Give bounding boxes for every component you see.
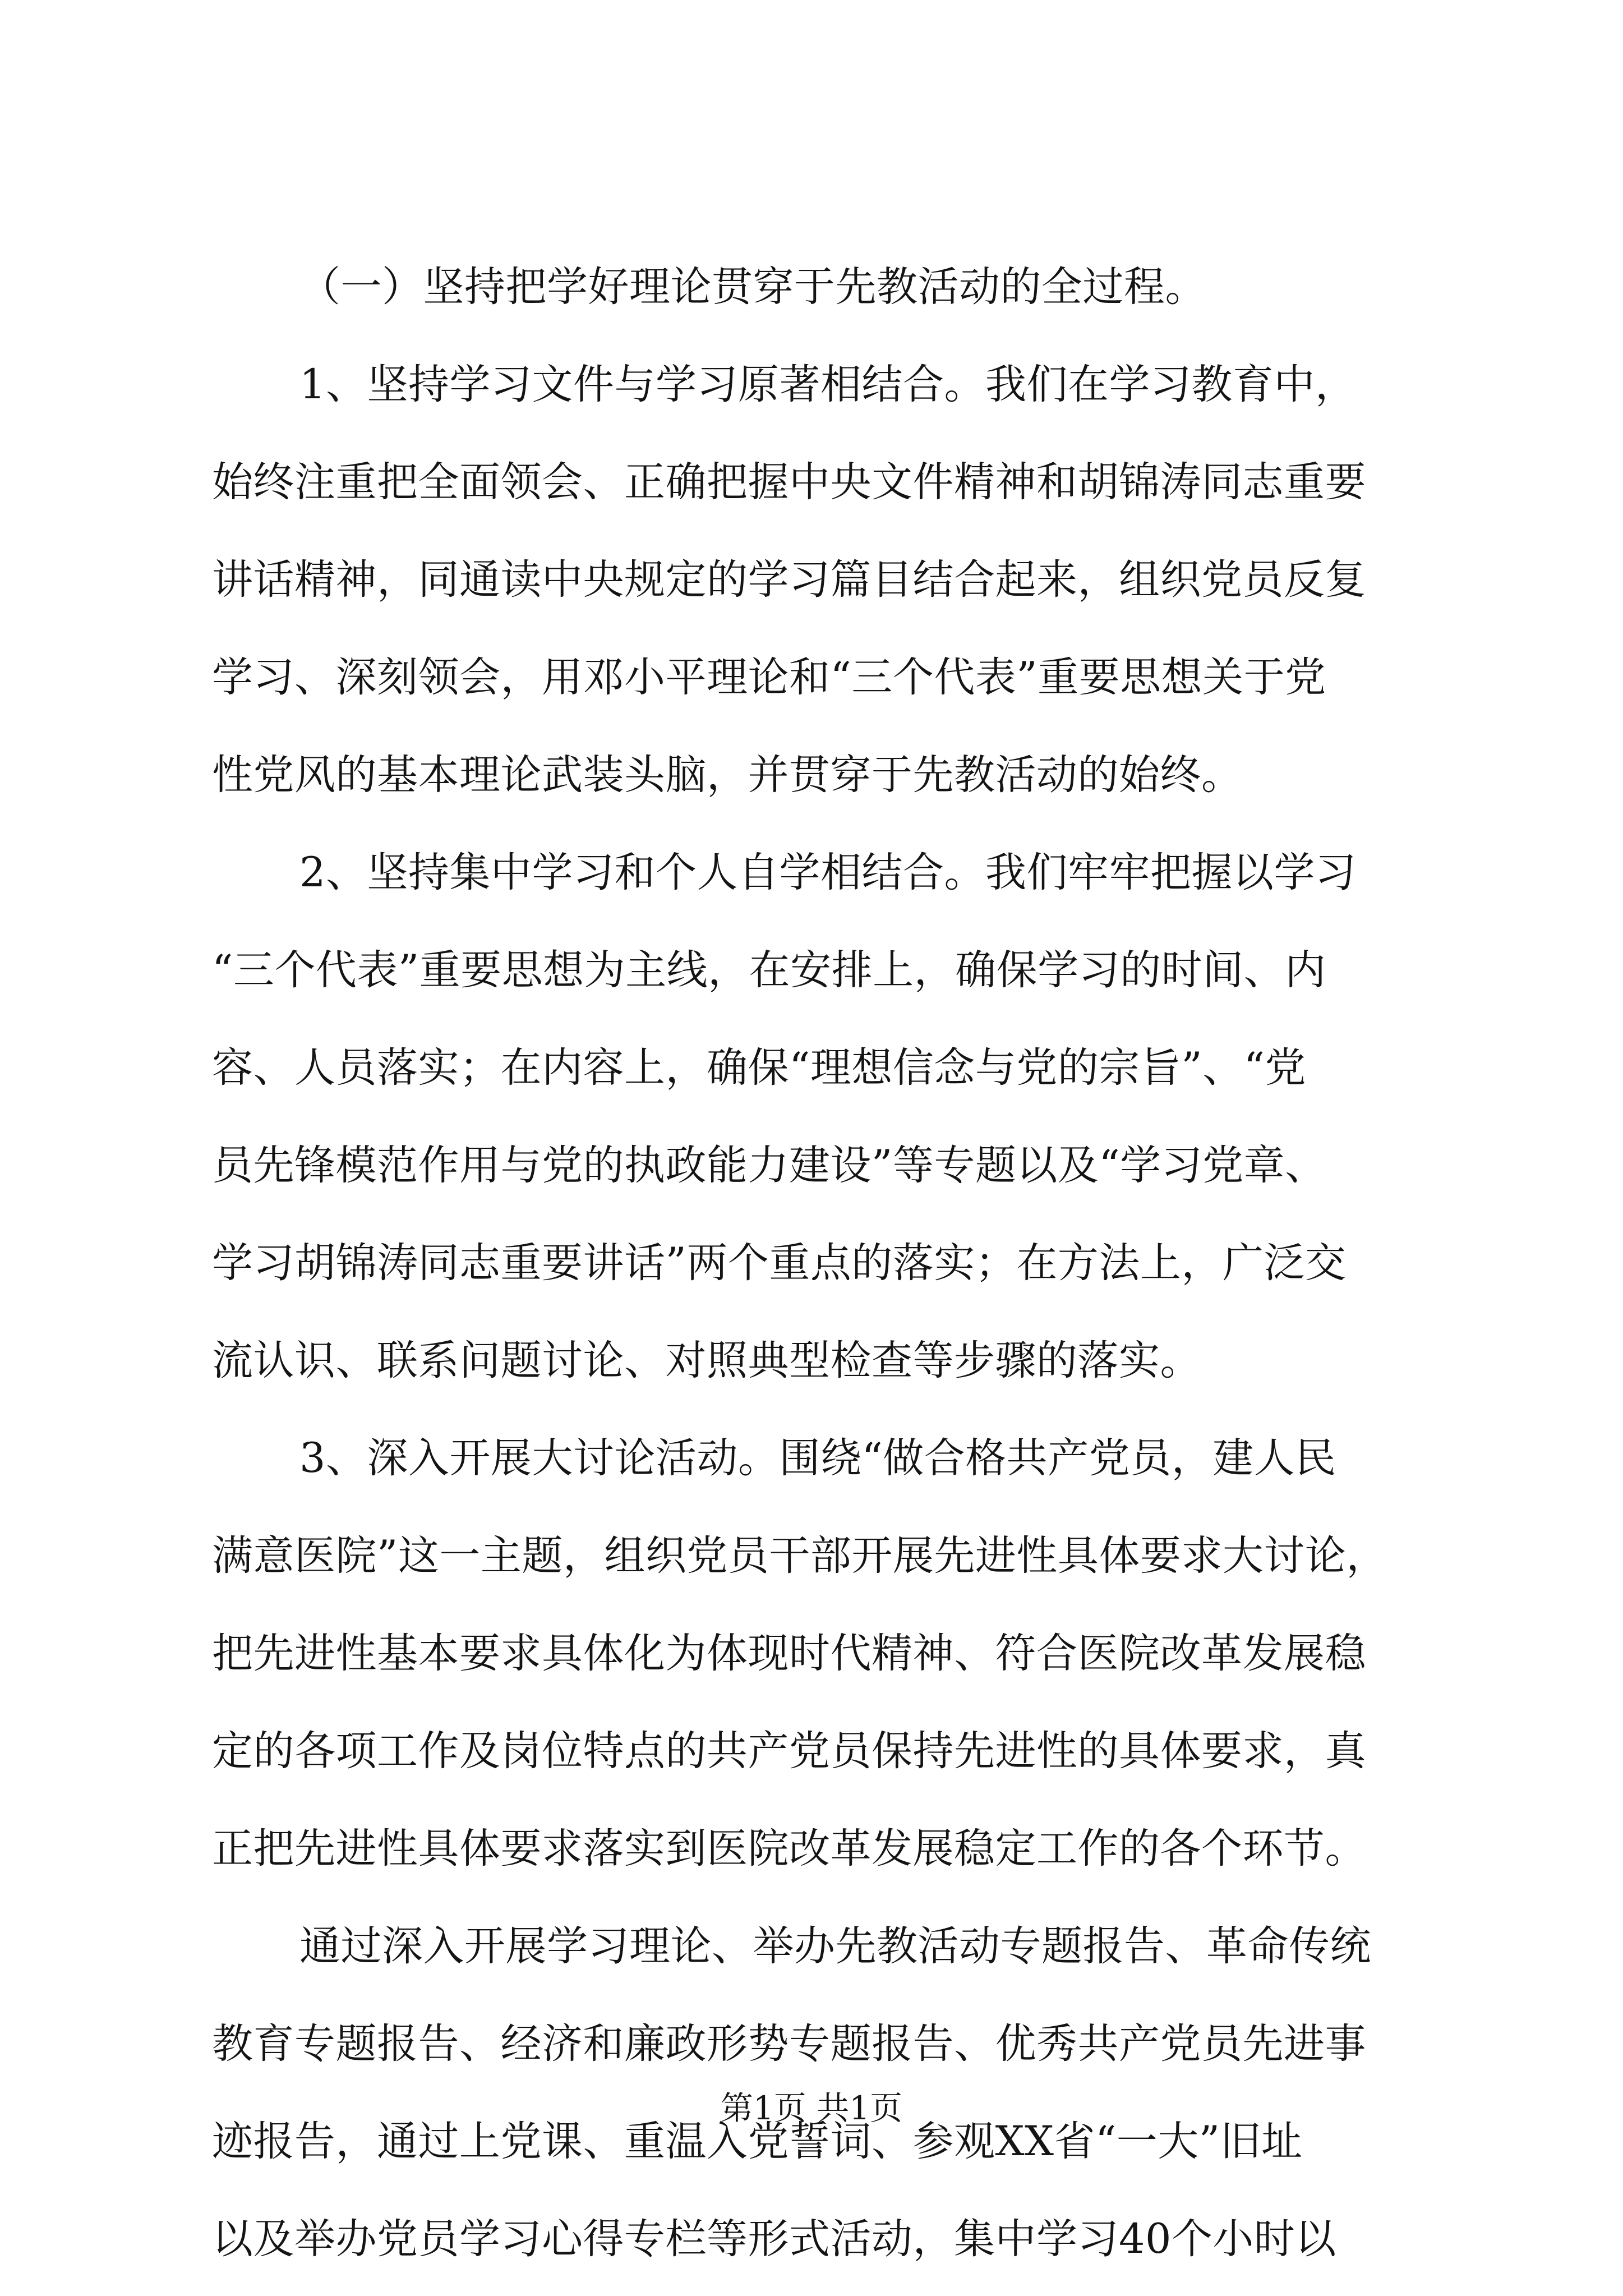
paragraph-line: “三个代表”重要思想为主线，在安排上，确保学习的时间、内: [212, 946, 1326, 994]
paragraph-line: 员先锋模范作用与党的执政能力建设”等专题以及“学习党章、: [212, 1142, 1326, 1189]
paragraph-line: 定的各项工作及岗位特点的共产党员保持先进性的具体要求，真: [212, 1727, 1366, 1775]
paragraph-line: 性党风的基本理论武装头脑，并贯穿于先教活动的始终。: [212, 751, 1243, 799]
paragraph-line: 以及举办党员学习心得专栏等形式活动，集中学习40个小时以: [212, 2215, 1336, 2263]
paragraph-line: 满意医院”这一主题，组织党员干部开展先进性具体要求大讨论，: [212, 1532, 1387, 1580]
section-heading: （一）坚持把学好理论贯穿于先教活动的全过程。: [299, 263, 1206, 311]
paragraph-line: 教育专题报告、经济和廉政形势专题报告、优秀共产党员先进事: [212, 2020, 1366, 2068]
paragraph-line: 始终注重把全面领会、正确把握中央文件精神和胡锦涛同志重要: [212, 458, 1366, 506]
paragraph-line: 讲话精神，同通读中央规定的学习篇目结合起来，组织党员反复: [212, 556, 1366, 604]
paragraph-line: 流认识、联系问题讨论、对照典型检查等步骤的落实。: [212, 1337, 1201, 1384]
paragraph-line: 3、深入开展大讨论活动。围绕“做合格共产党员，建人民: [299, 1434, 1336, 1482]
paragraph-line: 迹报告，通过上党课、重温入党誓词、参观XX省“一大”旧址: [212, 2118, 1303, 2165]
paragraph-line: 学习、深刻领会，用邓小平理论和“三个代表”重要思想关于党: [212, 654, 1326, 701]
paragraph-line: 2、坚持集中学习和个人自学相结合。我们牢牢把握以学习: [299, 849, 1357, 896]
page-number-footer: 第1页 共1页: [720, 2089, 903, 2127]
document-body: [212, 238, 1412, 2288]
paragraph-line: 学习胡锦涛同志重要讲话”两个重点的落实；在方法上，广泛交: [212, 1239, 1347, 1287]
paragraph-line: 把先进性基本要求具体化为体现时代精神、符合医院改革发展稳: [212, 1630, 1366, 1677]
paragraph-line: 1、坚持学习文件与学习原著相结合。我们在学习教育中，: [299, 361, 1357, 408]
paragraph-line: 容、人员落实；在内容上，确保“理想信念与党的宗旨”、“党: [212, 1044, 1306, 1092]
paragraph-line: 通过深入开展学习理论、举办先教活动专题报告、革命传统: [299, 1922, 1371, 1970]
paragraph-line: 正把先进性具体要求落实到医院改革发展稳定工作的各个环节。: [212, 1825, 1366, 1872]
